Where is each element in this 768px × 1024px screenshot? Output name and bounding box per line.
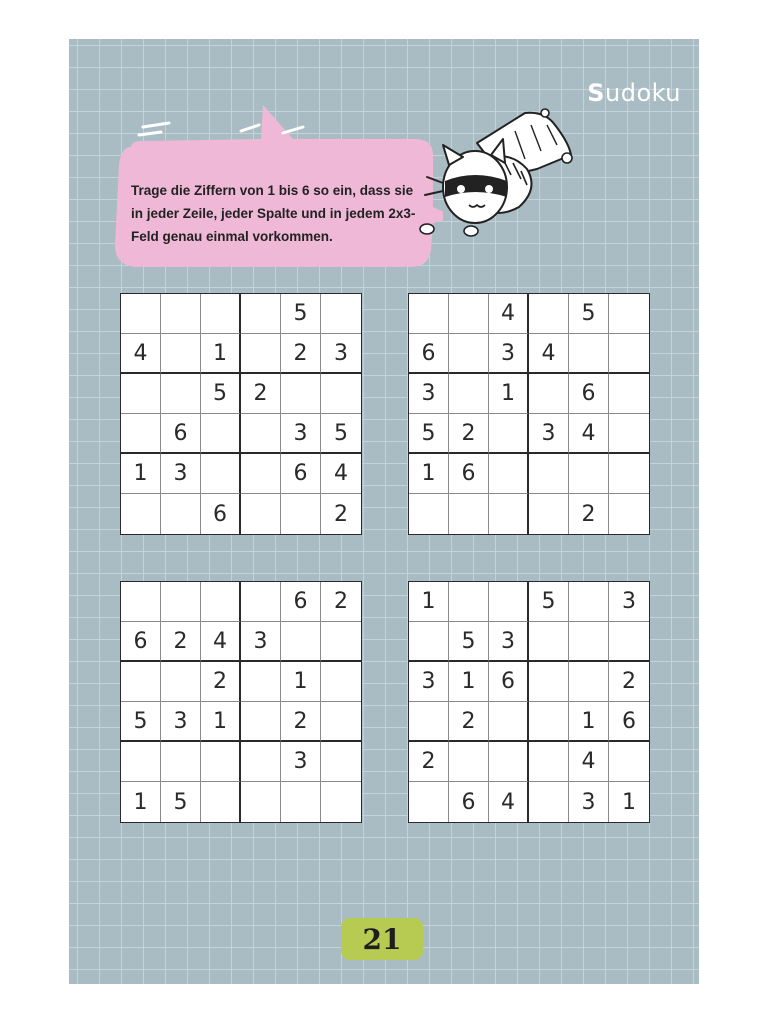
sudoku-cell[interactable] (121, 294, 161, 334)
sudoku-cell[interactable]: 3 (409, 374, 449, 414)
sudoku-cell[interactable] (609, 334, 649, 374)
sudoku-cell[interactable]: 1 (201, 702, 241, 742)
sudoku-cell[interactable]: 4 (529, 334, 569, 374)
sudoku-cell[interactable] (241, 782, 281, 822)
sudoku-cell[interactable] (609, 294, 649, 334)
sudoku-cell[interactable]: 5 (281, 294, 321, 334)
sudoku-cell[interactable] (409, 702, 449, 742)
sudoku-cell[interactable] (489, 702, 529, 742)
sudoku-cell[interactable]: 3 (281, 742, 321, 782)
instruction-text: Trage die Ziffern von 1 bis 6 so ein, dass sie in jeder Zeile, jeder Spalte und in jedem 2x3-Feld genau einmal vorkommen. (131, 183, 416, 244)
sudoku-cell[interactable] (409, 494, 449, 534)
sudoku-cell[interactable] (201, 294, 241, 334)
sudoku-cell[interactable] (321, 294, 361, 334)
sudoku-cell[interactable] (161, 662, 201, 702)
sudoku-cell[interactable] (241, 414, 281, 454)
sudoku-cell[interactable]: 1 (569, 702, 609, 742)
sudoku-cell[interactable] (241, 494, 281, 534)
sudoku-cell[interactable]: 1 (121, 782, 161, 822)
sudoku-cell[interactable]: 6 (449, 782, 489, 822)
sudoku-cell[interactable] (241, 334, 281, 374)
sudoku-cell[interactable]: 6 (489, 662, 529, 702)
sudoku-cell[interactable]: 6 (569, 374, 609, 414)
sudoku-cell[interactable] (161, 374, 201, 414)
sudoku-cell[interactable] (529, 454, 569, 494)
sudoku-cell[interactable]: 1 (281, 662, 321, 702)
sudoku-cell[interactable] (569, 454, 609, 494)
sudoku-cell[interactable] (409, 294, 449, 334)
workbook-page (69, 39, 699, 984)
sudoku-grid-3 (120, 581, 362, 823)
sudoku-cell[interactable] (321, 622, 361, 662)
sudoku-cell[interactable]: 5 (121, 702, 161, 742)
sudoku-cell[interactable] (201, 782, 241, 822)
sudoku-cell[interactable]: 5 (161, 782, 201, 822)
sudoku-cell[interactable] (489, 582, 529, 622)
sudoku-cell[interactable]: 3 (161, 454, 201, 494)
sudoku-cell[interactable]: 3 (569, 782, 609, 822)
sudoku-cell[interactable]: 2 (449, 414, 489, 454)
sudoku-cell[interactable]: 1 (409, 582, 449, 622)
sudoku-cell[interactable] (529, 742, 569, 782)
sudoku-cell[interactable]: 4 (489, 294, 529, 334)
sudoku-cell[interactable] (201, 742, 241, 782)
sudoku-cell[interactable] (281, 374, 321, 414)
sudoku-cell[interactable]: 5 (409, 414, 449, 454)
sudoku-cell[interactable] (489, 454, 529, 494)
sudoku-cell[interactable]: 2 (449, 702, 489, 742)
sudoku-cell[interactable] (321, 662, 361, 702)
sudoku-cell[interactable] (409, 782, 449, 822)
sudoku-grid-4 (408, 581, 650, 823)
sudoku-cell[interactable] (449, 582, 489, 622)
sudoku-cell[interactable]: 5 (449, 622, 489, 662)
sudoku-cell[interactable] (569, 334, 609, 374)
sudoku-cell[interactable]: 2 (281, 702, 321, 742)
sudoku-cell[interactable]: 5 (321, 414, 361, 454)
sudoku-cell[interactable] (529, 622, 569, 662)
sudoku-cell[interactable] (449, 494, 489, 534)
sudoku-cell[interactable]: 6 (609, 702, 649, 742)
sudoku-cell[interactable] (121, 662, 161, 702)
sudoku-cell[interactable] (529, 494, 569, 534)
sudoku-cell[interactable]: 4 (569, 742, 609, 782)
sudoku-cell[interactable]: 4 (321, 454, 361, 494)
sudoku-cell[interactable]: 6 (281, 454, 321, 494)
sudoku-cell[interactable] (201, 454, 241, 494)
sudoku-cell[interactable]: 6 (201, 494, 241, 534)
flying-cat-icon (407, 103, 577, 243)
sudoku-cell[interactable]: 1 (121, 454, 161, 494)
sudoku-cell[interactable] (161, 334, 201, 374)
sudoku-cell[interactable] (241, 294, 281, 334)
sudoku-cell[interactable] (321, 374, 361, 414)
sudoku-cell[interactable] (281, 494, 321, 534)
sudoku-cell[interactable] (449, 742, 489, 782)
sudoku-cell[interactable]: 5 (201, 374, 241, 414)
sudoku-cell[interactable]: 3 (489, 622, 529, 662)
sudoku-cell[interactable] (161, 494, 201, 534)
sudoku-cell[interactable]: 2 (201, 662, 241, 702)
sudoku-cell[interactable]: 4 (121, 334, 161, 374)
sudoku-cell[interactable]: 3 (161, 702, 201, 742)
sudoku-grid-1 (120, 293, 362, 535)
page-number: 21 (362, 922, 402, 956)
sudoku-cell[interactable]: 4 (489, 782, 529, 822)
sudoku-cell[interactable]: 1 (622, 789, 636, 815)
sudoku-cell[interactable]: 2 (241, 374, 281, 414)
sudoku-cell[interactable]: 6 (409, 334, 449, 374)
sudoku-cell[interactable] (529, 782, 569, 822)
sudoku-cell[interactable]: 5 (529, 582, 569, 622)
sudoku-cell[interactable]: 1 (409, 454, 449, 494)
sudoku-cell[interactable]: 3 (281, 414, 321, 454)
sudoku-cell[interactable]: 6 (121, 622, 161, 662)
sudoku-cell[interactable] (529, 702, 569, 742)
sudoku-cell[interactable] (121, 494, 161, 534)
sudoku-cell[interactable] (161, 582, 201, 622)
sudoku-cell[interactable]: 2 (409, 742, 449, 782)
sudoku-cell[interactable]: 4 (201, 622, 241, 662)
sudoku-cell[interactable] (201, 414, 241, 454)
sudoku-cell[interactable]: 2 (334, 501, 348, 527)
sudoku-cell[interactable] (281, 782, 321, 822)
sudoku-cell[interactable]: 3 (409, 662, 449, 702)
sudoku-cell[interactable]: 2 (609, 662, 649, 702)
sudoku-cell[interactable]: 3 (529, 414, 569, 454)
sudoku-cell[interactable] (241, 702, 281, 742)
sudoku-cell[interactable] (569, 662, 609, 702)
sudoku-cell[interactable] (121, 742, 161, 782)
sudoku-cell[interactable] (241, 662, 281, 702)
sudoku-cell[interactable] (529, 374, 569, 414)
sudoku-cell[interactable] (321, 742, 361, 782)
sudoku-cell[interactable]: 6 (161, 414, 201, 454)
sudoku-cell[interactable]: 1 (201, 334, 241, 374)
sudoku-cell[interactable]: 1 (489, 374, 529, 414)
sudoku-cell[interactable] (569, 582, 609, 622)
sudoku-cell[interactable]: 5 (569, 294, 609, 334)
sudoku-cell[interactable] (529, 662, 569, 702)
sudoku-cell[interactable] (121, 414, 161, 454)
page-number-badge (341, 918, 423, 960)
page-title-rest: udoku (605, 79, 681, 107)
sudoku-cell[interactable]: 4 (569, 414, 609, 454)
page-title (587, 79, 681, 107)
sudoku-cell[interactable] (609, 374, 649, 414)
sudoku-cell[interactable] (569, 622, 609, 662)
sudoku-cell[interactable] (449, 294, 489, 334)
sudoku-grid-2 (408, 293, 650, 535)
sudoku-cell[interactable] (241, 582, 281, 622)
page-title-initial: S (587, 79, 605, 107)
sudoku-cell[interactable]: 3 (241, 622, 281, 662)
sudoku-cell[interactable] (121, 582, 161, 622)
sudoku-cell[interactable] (529, 294, 569, 334)
sudoku-cell[interactable] (489, 742, 529, 782)
sudoku-cell[interactable]: 6 (449, 454, 489, 494)
sudoku-cell[interactable] (609, 414, 649, 454)
sudoku-cell[interactable]: 1 (449, 662, 489, 702)
sudoku-cell[interactable] (489, 494, 529, 534)
sudoku-cell[interactable] (449, 334, 489, 374)
sudoku-cell[interactable] (321, 702, 361, 742)
sudoku-cell[interactable]: 3 (321, 334, 361, 374)
sudoku-cell[interactable] (609, 494, 649, 534)
sudoku-cell[interactable] (321, 782, 361, 822)
sudoku-cell[interactable] (609, 742, 649, 782)
sudoku-cell[interactable] (489, 414, 529, 454)
sudoku-cell[interactable]: 2 (161, 622, 201, 662)
sudoku-cell[interactable] (161, 294, 201, 334)
sudoku-cell[interactable] (241, 454, 281, 494)
sudoku-cell[interactable] (201, 582, 241, 622)
sudoku-cell[interactable] (241, 742, 281, 782)
sudoku-cell[interactable]: 6 (281, 582, 321, 622)
sudoku-cell[interactable]: 2 (281, 334, 321, 374)
sudoku-cell[interactable] (409, 622, 449, 662)
sudoku-cell[interactable] (609, 454, 649, 494)
sudoku-cell[interactable] (449, 374, 489, 414)
sudoku-cell[interactable]: 2 (321, 582, 361, 622)
sudoku-cell[interactable] (281, 622, 321, 662)
sudoku-cell[interactable]: 3 (489, 334, 529, 374)
sudoku-cell[interactable] (121, 374, 161, 414)
sudoku-cell[interactable] (609, 622, 649, 662)
sudoku-cell[interactable] (161, 742, 201, 782)
sudoku-cell[interactable]: 2 (569, 494, 609, 534)
sudoku-cell[interactable]: 3 (609, 582, 649, 622)
